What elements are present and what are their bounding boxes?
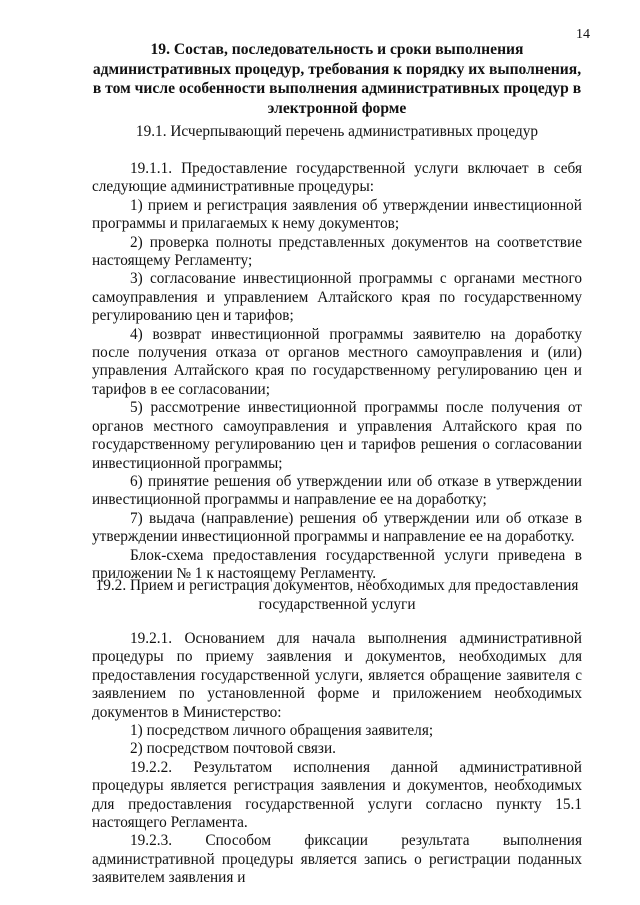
subsection-title-19-2: 19.2. Прием и регистрация документов, необходимых для предоставления государственной услуги xyxy=(95,577,579,613)
paragraph: Блок-схема предоставления государственной услуги приведена в приложении № 1 к настоящему Регламенту. xyxy=(92,546,582,582)
list-item: 3) согласование инвестиционной программы с органами местного самоуправления и управлением Алтайского края по государственному регулированию цен и тарифов; xyxy=(92,270,582,325)
subsection-title-19-1: 19.1. Исчерпывающий перечень административных процедур xyxy=(135,123,539,140)
list-item: 2) посредством почтовой связи. xyxy=(130,740,336,758)
section-19-1-body xyxy=(92,160,582,583)
list-item: 1) посредством личного обращения заявителя; xyxy=(130,722,434,740)
paragraph: 19.2.1. Основанием для начала выполнения административной процедуры по приему заявления и документов, необходимых для предоставления государственной услуги, является обращение заявителя с заявлением по установленной форме и приложением необходимых документов в Министерство: xyxy=(92,630,582,721)
paragraph: 19.2.2. Результатом исполнения данной административной процедуры является регистрация заявления и документов, необходимых для предоставления государственной услуги согласно пункту 15.1 настоящего Регламента. xyxy=(92,758,582,832)
section-19-2-body xyxy=(92,630,582,888)
list-item: 7) выдача (направление) решения об утверждении или об отказе в утверждении инвестиционной программы и направление ее на доработку. xyxy=(92,509,582,546)
list-item: 5) рассмотрение инвестиционной программы после получения от органов местного самоуправления и управления Алтайского края по государственному регулированию цен и тарифов решения о согласовании инвестиционной программы; xyxy=(92,399,582,472)
list-item: 1) прием и регистрация заявления об утверждении инвестиционной программы и прилагаемых к нему документов; xyxy=(92,196,582,233)
paragraph: 19.1.1. Предоставление государственной услуги включает в себя следующие административные процедуры: xyxy=(92,160,582,196)
list-item: 4) возврат инвестиционной программы заявителю на доработку после получения отказа от органов местного самоуправления и (или) управления Алтайского края по государственному регулированию цен и тарифов в ее согласовании; xyxy=(92,325,582,398)
page-number: 14 xyxy=(576,27,590,42)
list-item: 2) проверка полноты представленных документов на соответствие настоящему Регламенту; xyxy=(92,233,582,270)
paragraph: 19.2.3. Способом фиксации результата выполнения административной процедуры является запись о регистрации поданных заявителем заявления и xyxy=(92,832,582,887)
list-item: 6) принятие решения об утверждении или об отказе в утверждении инвестиционной программы и направление ее на доработку; xyxy=(92,472,582,509)
section-heading: 19. Состав, последовательность и сроки выполнения административных процедур, требования к порядку их выполнения, в том числе особенности выполнения административных процедур в электронной форме xyxy=(92,41,582,117)
